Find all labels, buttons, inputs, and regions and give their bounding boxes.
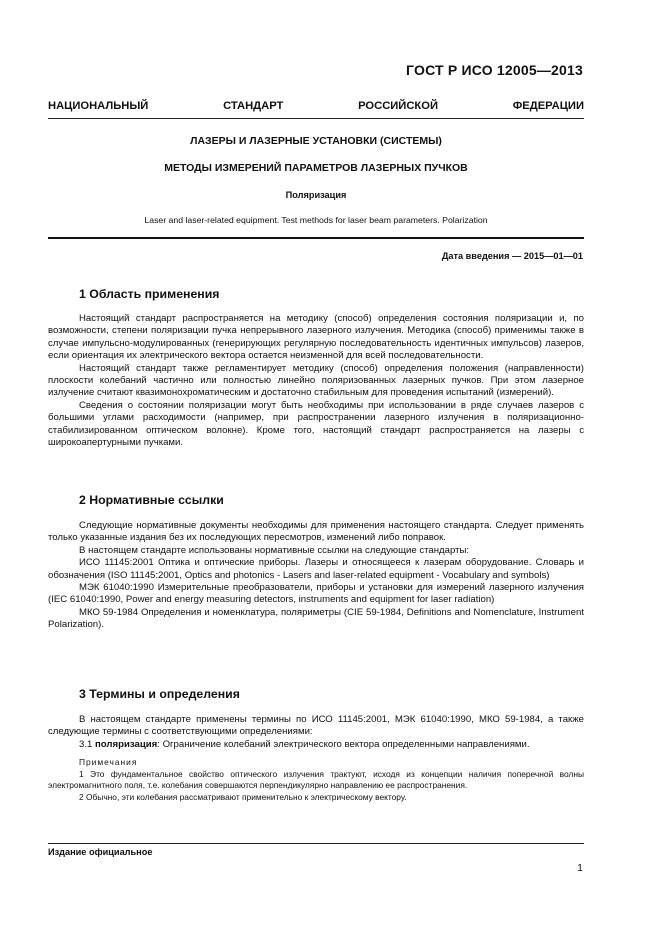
english-title: Laser and laser-related equipment. Test methods for laser beam parameters. Polarization [144,215,488,225]
paragraph: Сведения о состоянии поляризации могут быть необходимы при использовании в ряде случаев лазеров с большими углами расходимости (например, при распространении лазерного излучения в поляризационно-стабилизированном оптическом волокне). Кроме того, настоящий стандарт распространяется на лазеры с широкоапертурными пучками. [48,399,584,449]
document-title-line1: ЛАЗЕРЫ И ЛАЗЕРНЫЕ УСТАНОВКИ (СИСТЕМЫ) [190,135,442,147]
reference-item: ИСО 11145:2001 Оптика и оптические приборы. Лазеры и относящееся к лазерам оборудование. Словарь и обозначения (ISO 11145:2001, Optics and photonics - Lasers and laser-related equipment - Vocabulary and symbols) [48,557,584,581]
paragraph: В настоящем стандарте использованы нормативные ссылки на следующие стандарты: [79,544,470,556]
note: 1 Это фундаментальное свойство оптического излучения трактуют, исходя из концепции наличия поперечной волны электромагнитного поля, т.е. колебания совершаются перпендикулярно направлению ее распространения. [48,768,584,791]
national-standard-title: НАЦИОНАЛЬНЫЙ СТАНДАРТ РОССИЙСКОЙ ФЕДЕРАЦИИ [48,100,584,112]
page-number: 1 [577,862,583,874]
term-text: : Ограничение колебаний электрического вектора определенными направлениями. [157,738,530,750]
header-rule [48,118,584,119]
reference-item: МЭК 61040:1990 Измерительные преобразователи, приборы и установки для измерений лазерного излучения (IEC 61040:1990, Power and energy measuring detectors, instruments and equipment for laser radiation) [48,582,584,606]
paragraph: В настоящем стандарте применены термины по ИСО 11145:2001, МЭК 61040:1990, МКО 59-1984, а также следующие термины с соответствующими определениями: [48,714,584,738]
document-subtitle: Поляризация [285,190,347,200]
note: 2 Обычно, эти колебания рассматривают применительно к электрическому вектору. [79,791,407,802]
notes [48,757,584,803]
paragraph: Следующие нормативные документы необходимы для применения настоящего стандарта. Следует применять только указанные издания без их последующих пересмотров, изменений либо поправок. [48,520,584,544]
section-2-body [48,520,584,632]
edition-label: Издание официальное [48,847,153,857]
document-title-line2: МЕТОДЫ ИЗМЕРЕНИЙ ПАРАМЕТРОВ ЛАЗЕРНЫХ ПУЧКОВ [164,162,468,174]
term-definition [48,739,584,751]
section-1-heading: 1 Область применения [79,287,220,301]
standard-code: ГОСТ Р ИСО 12005—2013 [406,62,583,78]
paragraph: Настоящий стандарт распространяется на методику (способ) определения состояния поляризации и, по возможности, степени поляризации пучка непрерывного лазерного излучения. Методика (способ) применимы также в случае импульсно-модулированных (генерирующих регулярную последовательность идентичных импульсов) лазеров, если ориентация их электрического вектора остается неизменной для всей последовательности. [48,313,584,362]
paragraph: Настоящий стандарт также регламентирует методику (способ) определения положения (направленности) плоскости колебаний частично или полностью линейно поляризованных лазерных пучков. При этом лазерное излучение считают квазимонохроматическим и достаточно стабильным для проведения испытаний (измерений). [48,362,584,399]
section-3-body [48,714,584,803]
section-2-heading: 2 Нормативные ссылки [79,493,224,507]
notes-title: Примечания [79,757,138,768]
section-3-heading: 3 Термины и определения [79,687,240,701]
section-1-body [48,313,584,449]
introduction-date: Дата введения — 2015—01—01 [441,251,583,261]
term: поляризация [95,738,158,750]
term-number: 3.1 [79,738,96,750]
title-rule [48,237,584,239]
footer-rule [48,843,584,844]
reference-item: МКО 59-1984 Определения и номенклатура, поляриметры (CIE 59-1984, Definitions and Nomenclature, Instrument Polarization). [48,606,584,631]
